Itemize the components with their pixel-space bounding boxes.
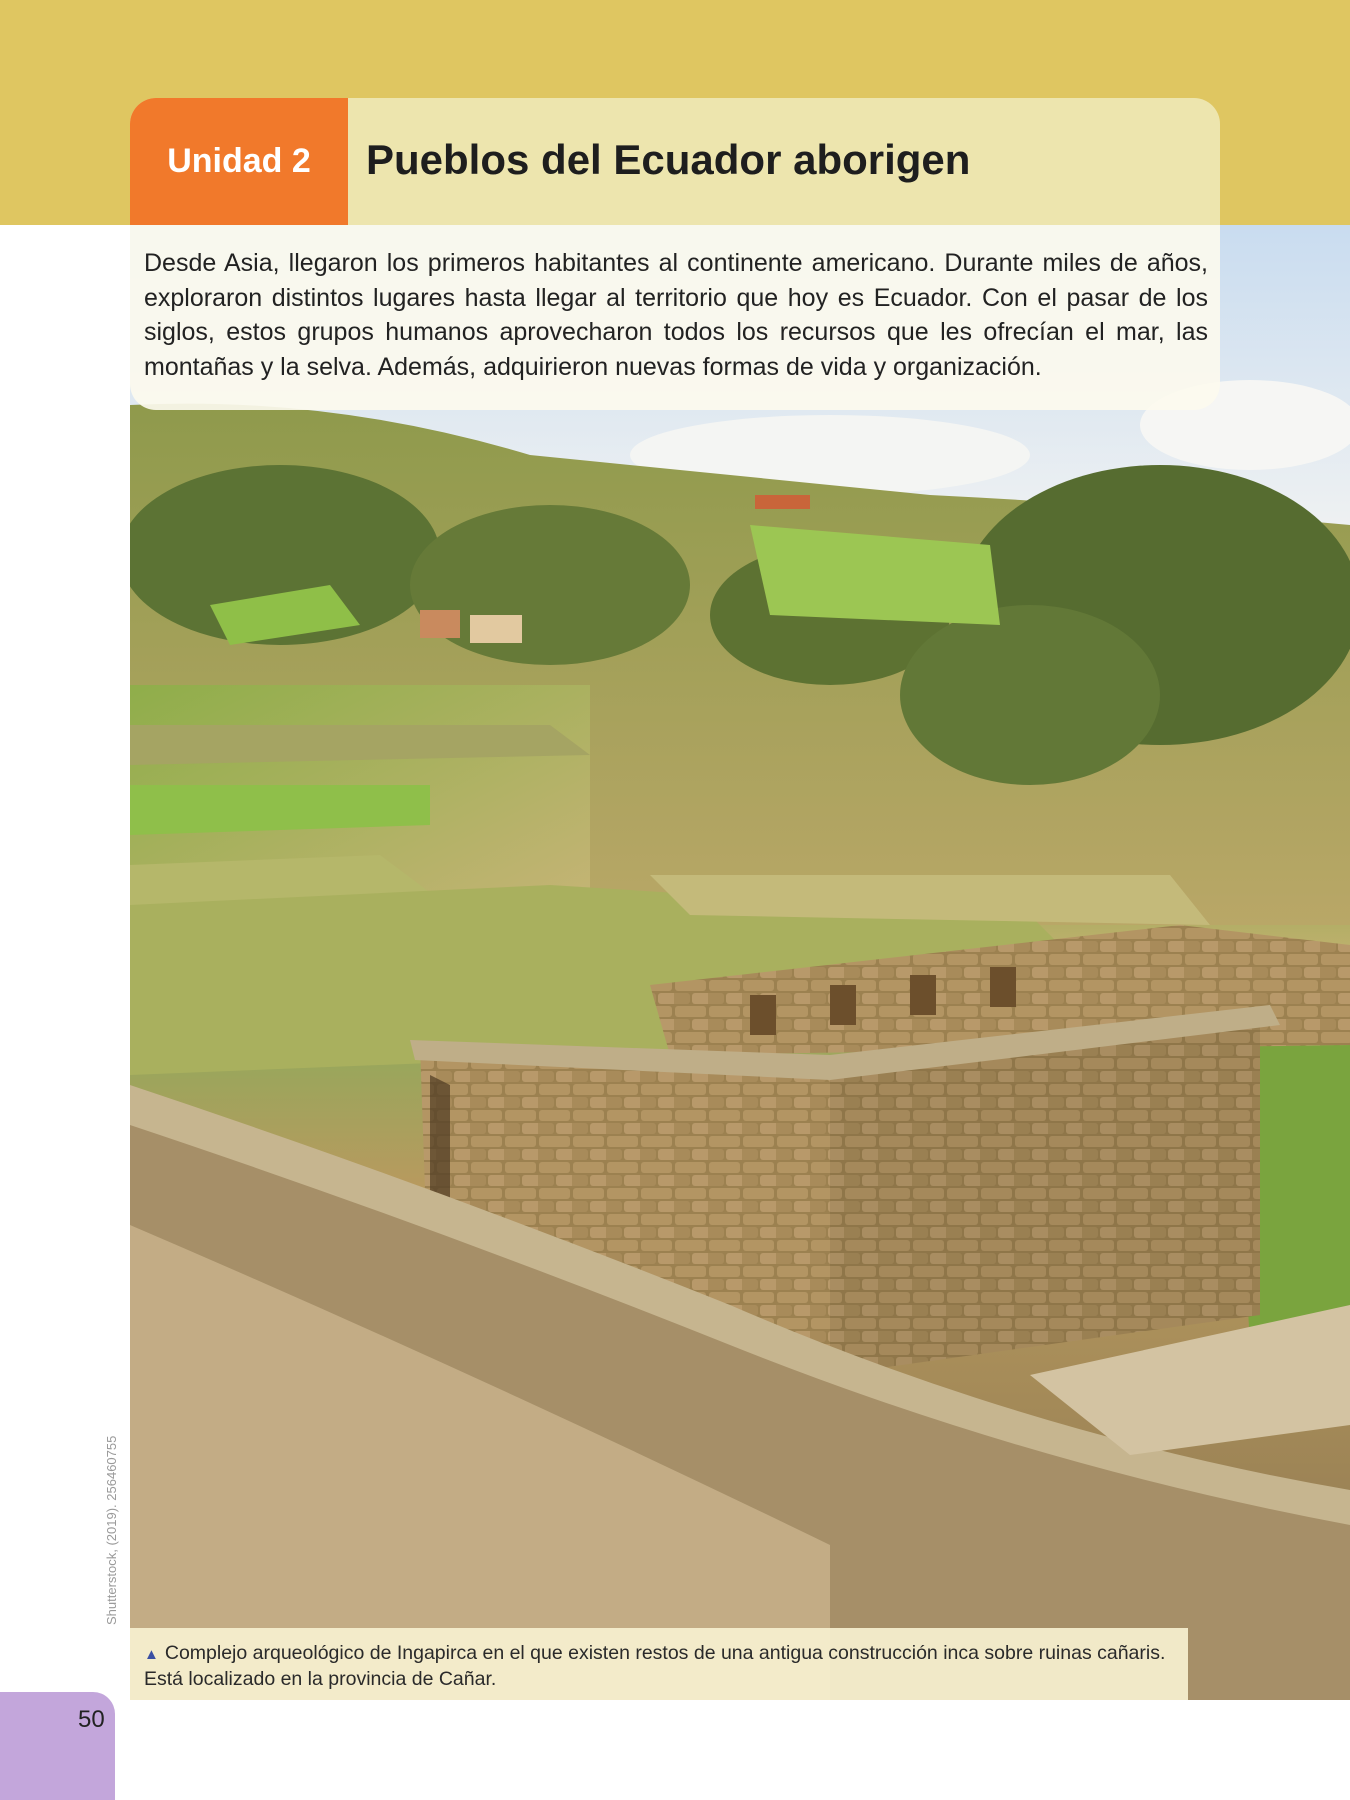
- page-number-tab: [0, 1692, 115, 1800]
- unit-tab: [130, 98, 348, 225]
- intro-paragraph: Desde Asia, llegaron los primeros habitantes al continente americano. Durante miles de años, exploraron distintos lugares hasta llegar al territorio que hoy es Ecuador. Con el pasar de los siglos, estos grupos humanos aprovecharon todos los recursos que les ofrecían el mar, las montañas y la selva. Además, adquirieron nuevas formas de vida y organización.: [144, 249, 1208, 381]
- caption-text: Complejo arqueológico de Ingapirca en el que existen restos de una antigua construcción inca sobre ruinas cañaris. Está localizado en la provincia de Cañar.: [144, 1642, 1166, 1690]
- photo-caption: [130, 1628, 1188, 1700]
- unit-header-card: [130, 98, 1220, 410]
- ingapirca-photo: [130, 225, 1350, 1700]
- photo-credit: Shutterstock, (2019). 256460755: [104, 1435, 119, 1625]
- unit-label: Unidad 2: [167, 142, 311, 180]
- unit-title: Pueblos del Ecuador aborigen: [366, 136, 971, 183]
- photo-illustration: [130, 225, 1350, 1700]
- page-number: 50: [78, 1706, 105, 1733]
- triangle-up-icon: ▲: [144, 1646, 159, 1663]
